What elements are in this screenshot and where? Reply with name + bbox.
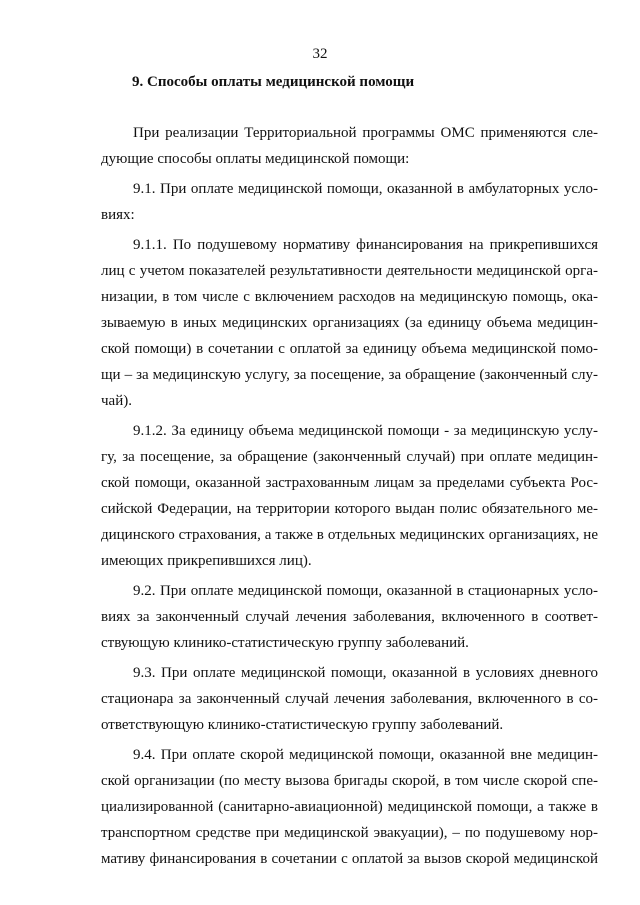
text-line: гу, за посещение, за обращение (законченный случай) при оплате медицин- bbox=[101, 449, 598, 465]
text-line: имеющих прикрепившихся лиц). bbox=[101, 553, 312, 569]
page-number: 32 bbox=[312, 46, 328, 62]
paragraph bbox=[101, 232, 598, 414]
text-line: дующие способы оплаты медицинской помощи: bbox=[101, 151, 410, 167]
text-line: транспортном средстве при медицинской эвакуации), – по подушевому нор- bbox=[101, 825, 598, 841]
text-line: 9.1.1. По подушевому нормативу финансирования на прикрепившихся bbox=[133, 237, 598, 253]
text-line: 9.1.2. За единицу объема медицинской помощи - за медицинскую услу- bbox=[133, 423, 598, 439]
text-line: лиц с учетом показателей результативности деятельности медицинской орга- bbox=[101, 263, 598, 279]
paragraph bbox=[101, 742, 598, 872]
paragraph bbox=[101, 578, 598, 656]
text-line: ской организации (по месту вызова бригады скорой, в том числе скорой спе- bbox=[101, 773, 598, 789]
paragraph bbox=[101, 660, 598, 738]
text-line: При реализации Территориальной программы ОМС применяются сле- bbox=[133, 125, 598, 141]
text-line: чай). bbox=[101, 393, 132, 409]
text-line: 9.1. При оплате медицинской помощи, оказанной в амбулаторных усло- bbox=[133, 181, 598, 197]
text-line: виях за законченный случай лечения заболевания, включенного в соответ- bbox=[101, 609, 598, 625]
text-line: 9.3. При оплате медицинской помощи, оказанной в условиях дневного bbox=[133, 665, 598, 681]
text-line: мативу финансирования в сочетании с оплатой за вызов скорой медицинской bbox=[101, 851, 598, 867]
text-line: дицинского страхования, а также в отдельных медицинских организациях, не bbox=[101, 527, 598, 543]
text-line: 9.2. При оплате медицинской помощи, оказанной в стационарных усло- bbox=[133, 583, 598, 599]
text-line: стационара за законченный случай лечения заболевания, включенного в со- bbox=[101, 691, 598, 707]
text-line: сийской Федерации, на территории которого выдан полис обязательного ме- bbox=[101, 501, 598, 517]
text-line: ской помощи) в сочетании с оплатой за единицу объема медицинской помо- bbox=[101, 341, 598, 357]
text-line: ответствующую клинико-статистическую группу заболеваний. bbox=[101, 717, 504, 733]
paragraph bbox=[101, 120, 598, 172]
section-heading: 9. Способы оплаты медицинской помощи bbox=[132, 74, 415, 90]
text-line: низации, в том числе с включением расходов на медицинскую помощь, ока- bbox=[101, 289, 598, 305]
text-line: ствующую клинико-статистическую группу заболеваний. bbox=[101, 635, 469, 651]
text-line: зываемую в иных медицинских организациях (за единицу объема медицин- bbox=[101, 315, 598, 331]
paragraph bbox=[101, 418, 598, 574]
text-line: виях: bbox=[101, 207, 135, 223]
text-line: 9.4. При оплате скорой медицинской помощи, оказанной вне медицин- bbox=[133, 747, 598, 763]
section-body bbox=[101, 120, 598, 872]
text-line: циализированной (санитарно-авиационной) медицинской помощи, а также в bbox=[101, 799, 598, 815]
text-line: ской помощи, оказанной застрахованным лицам за пределами субъекта Рос- bbox=[101, 475, 598, 491]
paragraph bbox=[101, 176, 598, 228]
text-line: щи – за медицинскую услугу, за посещение, за обращение (законченный слу- bbox=[101, 367, 598, 383]
